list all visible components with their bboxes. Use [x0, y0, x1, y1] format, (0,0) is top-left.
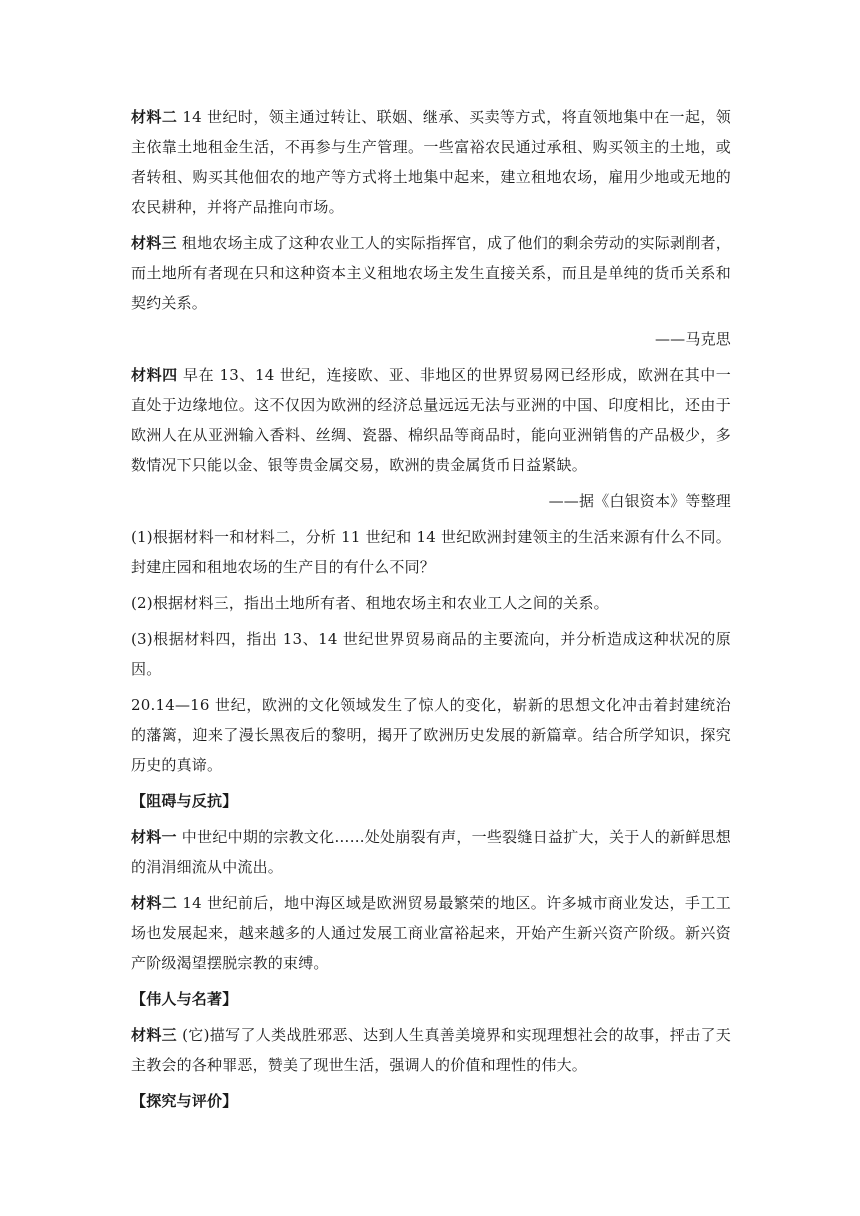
- paragraph-text: 早在 13、14 世纪，连接欧、亚、非地区的世界贸易网已经形成，欧洲在其中一直处于边缘地位。这不仅因为欧洲的经济总量远远无法与亚洲的中国、印度相比，还由于欧洲人在从亚洲输入香料、丝绸、瓷器、棉织品等商品时，能向亚洲销售的产品极少，多数情况下只能以金、银等贵金属交易，欧洲的贵金属货币日益紧缺。: [131, 366, 731, 474]
- question-1: (1)根据材料一和材料二，分析 11 世纪和 14 世纪欧洲封建领主的生活来源有什么不同。封建庄园和租地农场的生产目的有什么不同？: [131, 528, 731, 576]
- material-label: 材料二: [131, 108, 178, 126]
- document-page: [131, 102, 731, 1122]
- material-label: 材料一: [131, 828, 177, 846]
- paragraph-material-1: [131, 822, 731, 882]
- source-attribution: ——据《白银资本》等整理: [548, 492, 731, 510]
- paragraph-text: 租地农场主成了这种农业工人的实际指挥官，成了他们的剩余劳动的实际剥削者，而土地所有者现在只和这种资本主义租地农场主发生直接关系，而且是单纯的货币关系和契约关系。: [131, 234, 732, 312]
- question-3: (3)根据材料四，指出 13、14 世纪世界贸易商品的主要流向，并分析造成这种状况的原因。: [131, 630, 731, 678]
- paragraph-text: 14 世纪前后，地中海区域是欧洲贸易最繁荣的地区。许多城市商业发达，手工工场也发展起来，越来越多的人通过发展工商业富裕起来，开始产生新兴资产阶级。新兴资产阶级渴望摆脱宗教的束缚。: [131, 894, 731, 972]
- paragraph-text: (它)描写了人类战胜邪恶、达到人生真善美境界和实现理想社会的故事，抨击了天主教会的各种罪恶，赞美了现世生活，强调人的价值和理性的伟大。: [131, 1026, 731, 1074]
- material-label: 材料三: [131, 1026, 177, 1044]
- paragraph-material-3: [131, 228, 731, 318]
- paragraph-material-2: [131, 102, 731, 222]
- question-2: (2)根据材料三，指出土地所有者、租地农场主和农业工人之间的关系。: [131, 594, 609, 612]
- paragraph-material-2b: [131, 888, 731, 978]
- section-heading: 【伟人与名著】: [131, 990, 238, 1008]
- question-20-intro: 20.14—16 世纪，欧洲的文化领域发生了惊人的变化，崭新的思想文化冲击着封建统治的藩篱，迎来了漫长黑夜后的黎明，揭开了欧洲历史发展的新篇章。结合所学知识，探究历史的真谛。: [131, 696, 731, 774]
- paragraph-text: 中世纪中期的宗教文化……处处崩裂有声，一些裂缝日益扩大，关于人的新鲜思想的涓涓细流从中流出。: [131, 828, 731, 876]
- paragraph-text: 14 世纪时，领主通过转让、联姻、继承、买卖等方式，将直领地集中在一起，领主依靠土地租金生活，不再参与生产管理。一些富裕农民通过承租、购买领主的土地，或者转租、购买其他佃农的地产等方式将土地集中起来，建立租地农场，雇用少地或无地的农民耕种，并将产品推向市场。: [131, 108, 731, 216]
- material-label: 材料二: [131, 894, 178, 912]
- material-label: 材料四: [131, 366, 178, 384]
- paragraph-material-4: [131, 360, 731, 480]
- section-heading: 【探究与评价】: [131, 1092, 238, 1110]
- material-label: 材料三: [131, 234, 177, 252]
- source-attribution: ——马克思: [654, 330, 731, 348]
- section-heading: 【阻碍与反抗】: [131, 792, 238, 810]
- paragraph-material-3b: [131, 1020, 731, 1080]
